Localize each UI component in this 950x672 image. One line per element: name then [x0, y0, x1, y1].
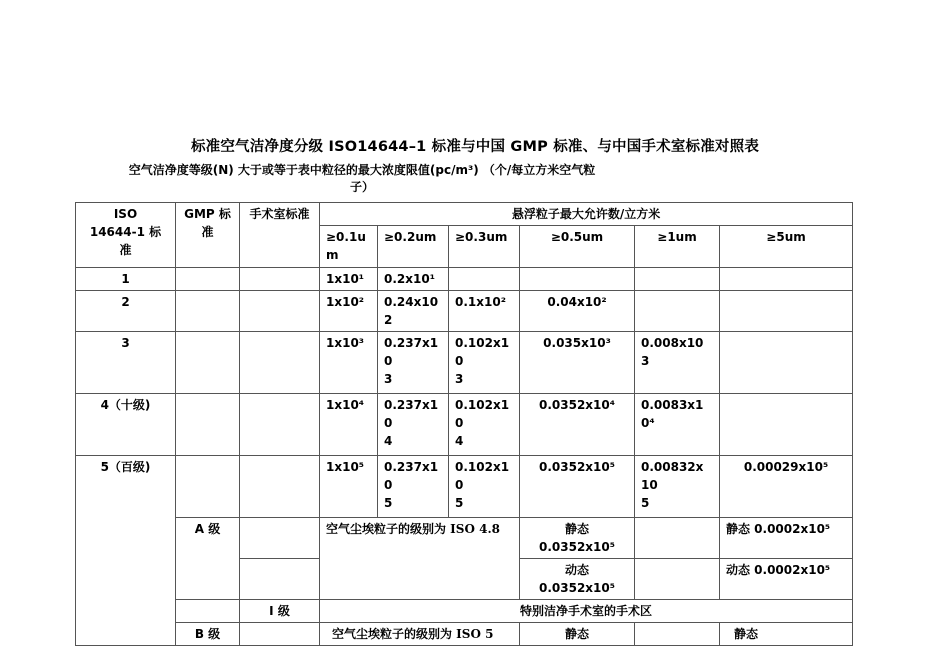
table-cell: 0.0352x10⁵ [520, 456, 635, 518]
table-cell: 1x10⁴ [320, 394, 378, 456]
comparison-table [75, 202, 853, 646]
table-row [76, 291, 853, 332]
table-cell: 0.0083x1 0⁴ [635, 394, 720, 456]
table-cell: 0.237x1 0 4 [378, 394, 449, 456]
table-row [76, 623, 853, 646]
iso-class: 5（百级) [76, 456, 176, 646]
table-cell: 1x10² [320, 291, 378, 332]
header-size-1: ≥1um [635, 226, 720, 268]
subtitle-line-1: 空气洁净度等级(N) 大于或等于表中粒径的最大浓度限值(pc/m³) （个/每立方米空气粒 [128, 163, 596, 177]
table-cell: 0.102x1 0 5 [449, 456, 520, 518]
table-cell: 0.237x1 0 5 [378, 456, 449, 518]
header-size-03: ≥0.3um [449, 226, 520, 268]
table-cell: 静态 0.0352x10⁵ [520, 518, 635, 559]
table-cell [720, 394, 853, 456]
header-size-05: ≥0.5um [520, 226, 635, 268]
gmp-grade-b: B 级 [176, 623, 240, 646]
table-cell: 0.102x1 0 3 [449, 332, 520, 394]
page-title: 标准空气洁净度分级 ISO14644–1 标准与中国 GMP 标准、与中国手术室标准对照表 [190, 139, 760, 155]
or-grade-1: I 级 [240, 600, 320, 623]
table-cell: 0.24x10 2 [378, 291, 449, 332]
table-cell [635, 268, 720, 291]
table-row [76, 518, 853, 559]
header-iso: ISO 14644-1 标 准 [76, 203, 176, 268]
table-cell: 动态 0.0352x10⁵ [520, 559, 635, 600]
table-cell [520, 268, 635, 291]
table-cell: 0.00029x10⁵ [720, 456, 853, 518]
table-subtitle [92, 162, 632, 196]
table-cell: 0.102x1 0 4 [449, 394, 520, 456]
iso-class: 3 [76, 332, 176, 394]
header-gmp: GMP 标准 [176, 203, 240, 268]
header-size-02: ≥0.2um [378, 226, 449, 268]
gmp-a-note: 空气尘埃粒子的级别为 ISO 4.8 [320, 518, 520, 600]
table-cell: 1x10⁵ [320, 456, 378, 518]
table-row [76, 332, 853, 394]
table-cell [720, 332, 853, 394]
iso-class: 2 [76, 291, 176, 332]
table-row [76, 456, 853, 518]
header-size-5: ≥5um [720, 226, 853, 268]
table-cell: 0.237x1 0 3 [378, 332, 449, 394]
or-grade-1-note: 特别洁净手术室的手术区 [320, 600, 853, 623]
table-cell: 0.1x10² [449, 291, 520, 332]
table-cell: 0.2x10¹ [378, 268, 449, 291]
table-cell: 0.00832x 10 5 [635, 456, 720, 518]
iso-class: 4（十级) [76, 394, 176, 456]
header-row-1 [76, 203, 853, 226]
table-cell: 0.0352x10⁴ [520, 394, 635, 456]
table-cell: 0.035x10³ [520, 332, 635, 394]
iso-class: 1 [76, 268, 176, 291]
table-cell [449, 268, 520, 291]
table-row [76, 600, 853, 623]
header-particle-group: 悬浮粒子最大允许数/立方米 [320, 203, 853, 226]
header-or-standard: 手术室标准 [240, 203, 320, 268]
table-row [76, 394, 853, 456]
table-cell: 静态 [520, 623, 635, 646]
table-cell: 0.04x10² [520, 291, 635, 332]
table-cell: 动态 0.0002x10⁵ [720, 559, 853, 600]
table-row [76, 268, 853, 291]
gmp-grade-a: A 级 [176, 518, 240, 600]
gmp-b-note: 空气尘埃粒子的级别为 ISO 5 [320, 623, 520, 646]
table-cell: 1x10¹ [320, 268, 378, 291]
table-cell: 静态 [720, 623, 853, 646]
subtitle-line-2: 子） [349, 180, 374, 194]
table-cell: 0.008x10 3 [635, 332, 720, 394]
table-cell [720, 268, 853, 291]
table-cell [720, 291, 853, 332]
table-cell: 静态 0.0002x10⁵ [720, 518, 853, 559]
table-cell [635, 291, 720, 332]
header-size-01: ≥0.1u m [320, 226, 378, 268]
table-cell: 1x10³ [320, 332, 378, 394]
